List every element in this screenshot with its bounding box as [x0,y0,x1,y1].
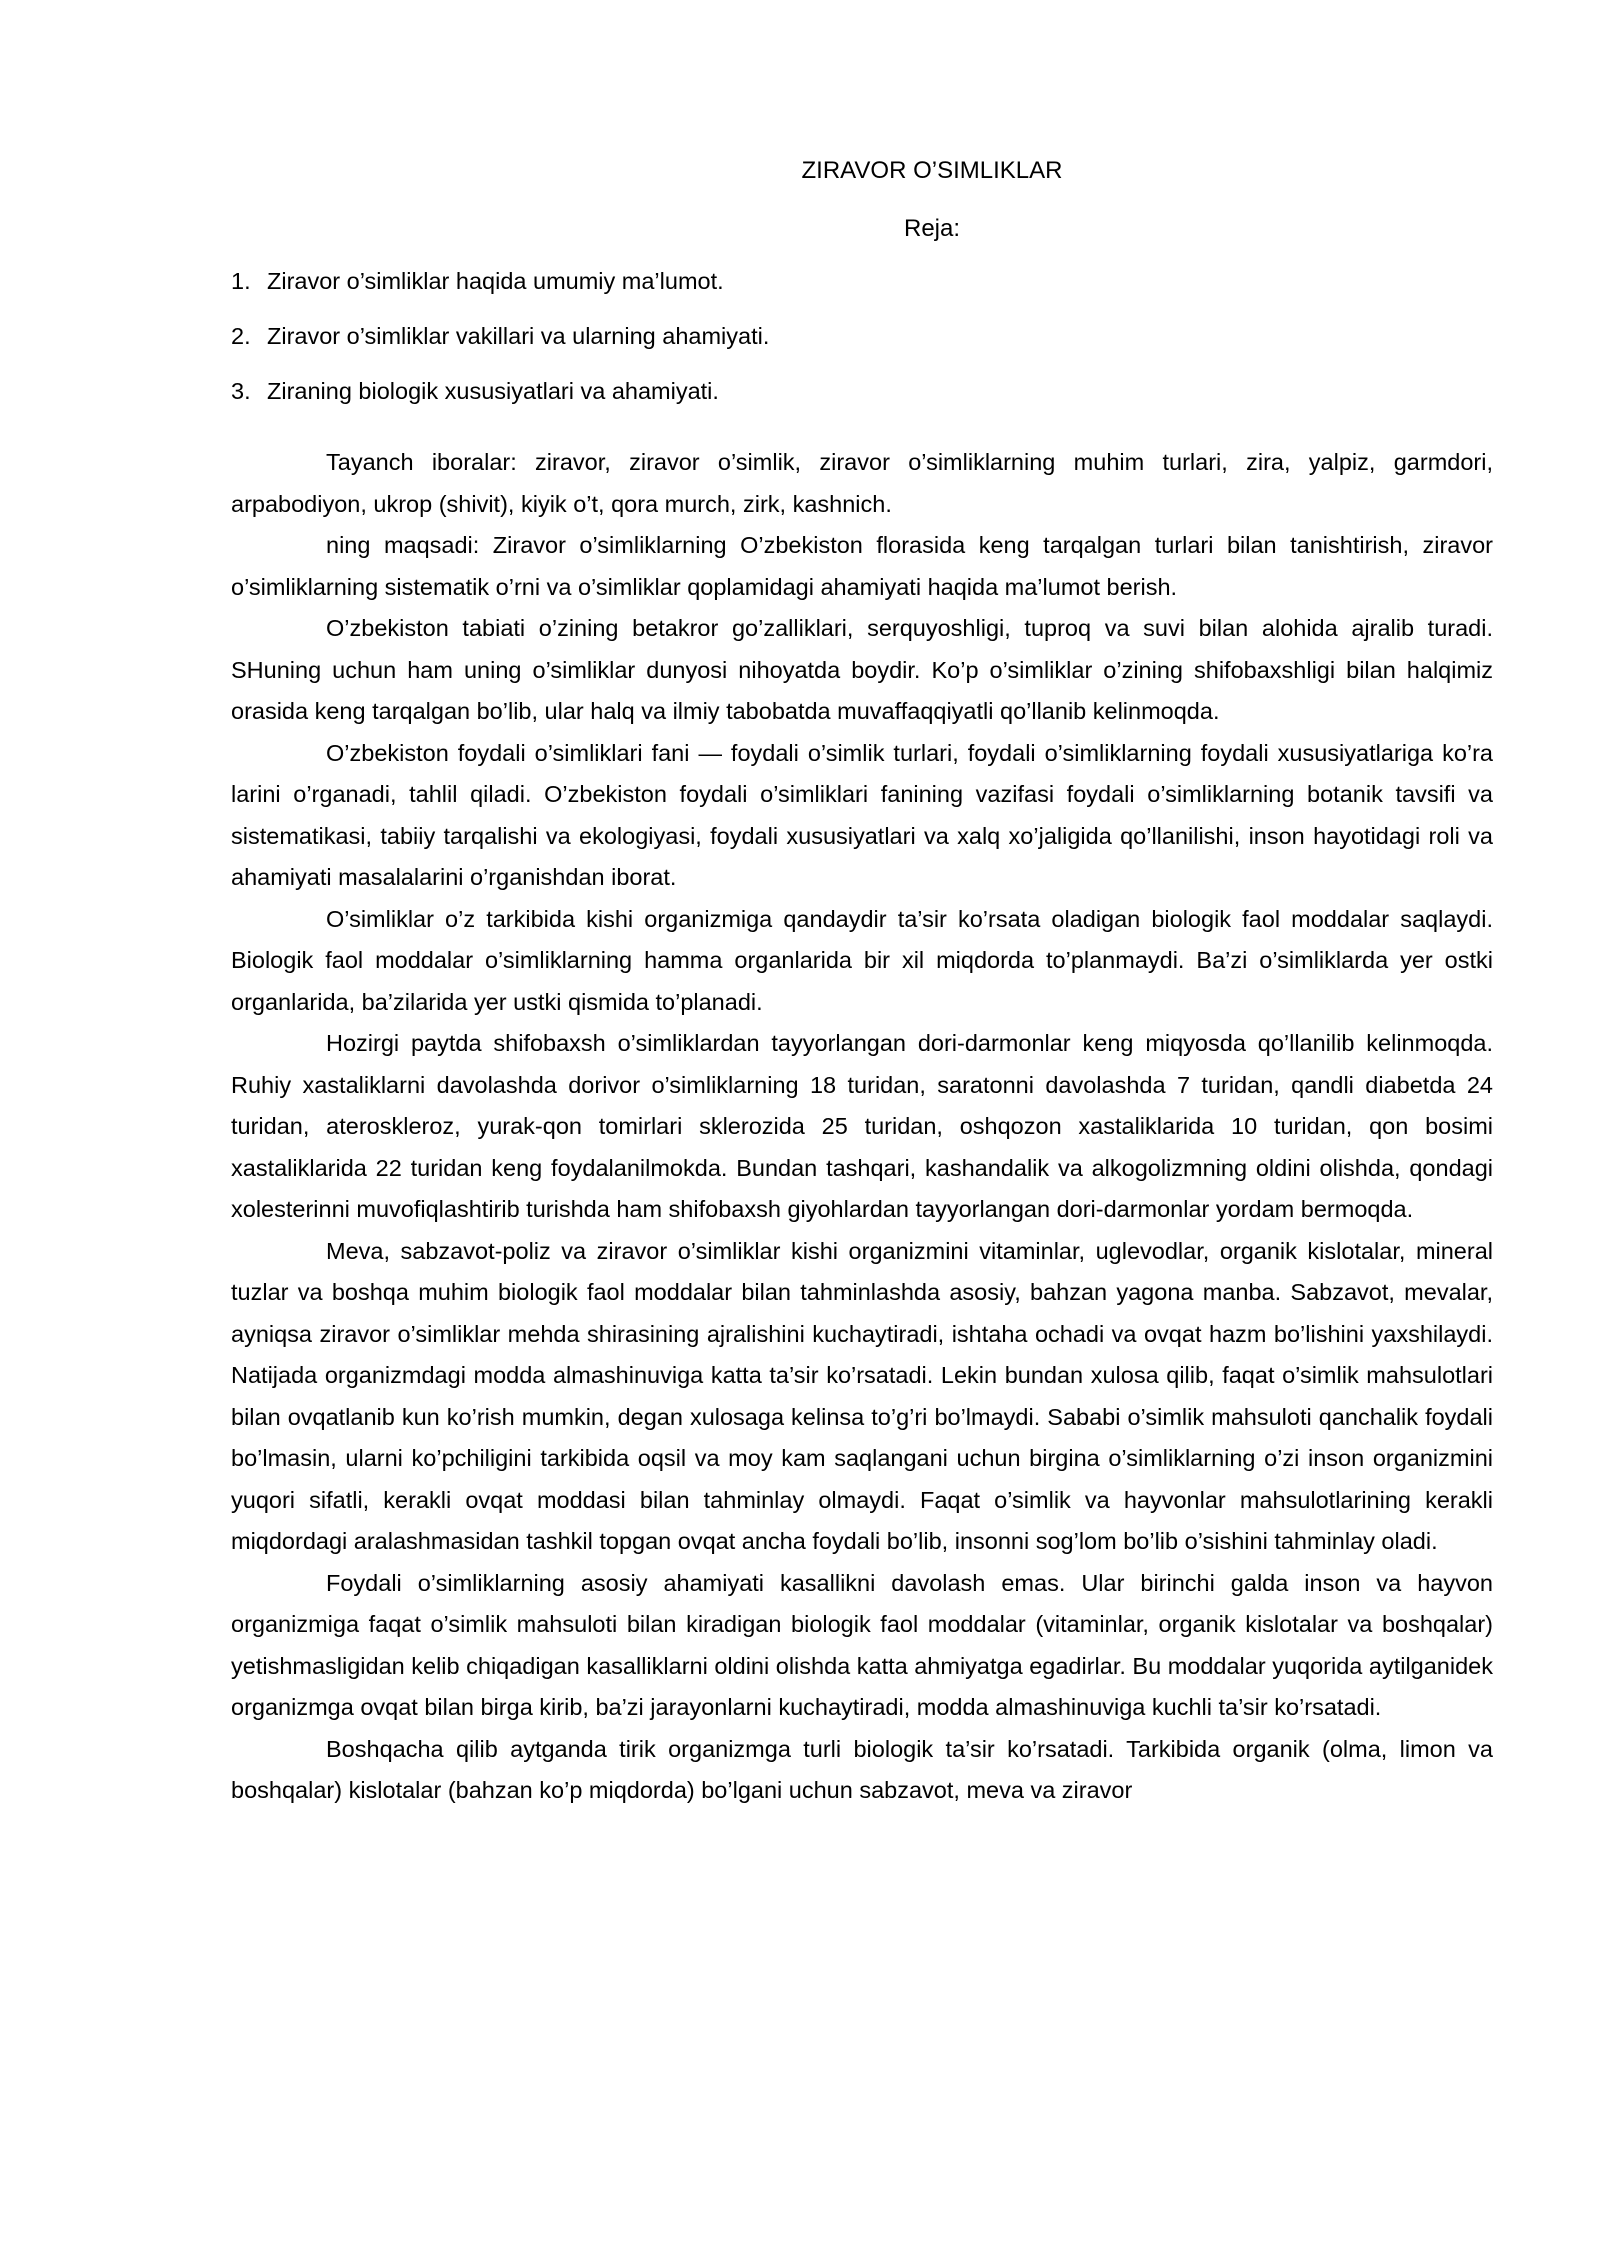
plan-list [231,261,1493,412]
paragraph-purpose: ning maqsadi: Ziravor o’simliklarning O’zbekiston florasida keng tarqalgan turlari bilan tanishtirish, ziravor o’simliklarning sistematik o’rni va o’simliklar qoplamidagi ahamiyati haqida ma’lumot berish. [231,532,1493,600]
paragraph-prevention: Foydali o’simliklarning asosiy ahamiyati kasallikni davolash emas. Ular birinchi galda inson va hayvon organizmiga faqat o’simlik mahsuloti bilan kiradigan biologik faol moddalar (vitaminlar, organik kislotalar va boshqalar) yetishmasligidan kelib chiqadigan kasalliklarni oldini olishda katta ahmiyatga egadirlar. Bu moddalar yuqorida aytilganidek organizmga ovqat bilan birga kirib, ba’zi jarayonlarni kuchaytiradi, modda almashinuviga kuchli ta’sir ko’rsatadi. [231,1569,1493,1720]
plan-item [231,371,1493,412]
paragraph-science: O’zbekiston foydali o’simliklari fani — foydali o’simlik turlari, foydali o’simliklarning foydali xususiyatlariga ko’ra larini o’rganadi, tahlil qiladi. O’zbekiston foydali o’simliklari fanining vazifasi foydali o’simliklarning botanik tavsifi va sistematikasi, tabiiy tarqalishi va ekologiyasi, foydali xususiyatlari va xalq xo’jaligida qo’llanilishi, inson hayotidagi roli va ahamiyati masalalarini o’rganishdan iborat. [231,739,1493,890]
plan-item [231,261,1493,302]
paragraph-nature: O’zbekiston tabiati o’zining betakror go’zalliklari, serquyoshligi, tuproq va suvi bilan alohida ajralib turadi. SHuning uchun ham uning o’simliklar dunyosi nihoyatda boydir. Ko’p o’simliklar o’zining shifobaxshligi bilan halqimiz orasida keng tarqalgan bo’lib, ular halq va ilmiy tabobatda muvaffaqqiyatli qo’llanib kelinmoqda. [231,615,1493,724]
paragraph-effects: Boshqacha qilib aytganda tirik organizmga turli biologik ta’sir ko’rsatadi. Tarkibida organik (olma, limon va boshqalar) kislotalar (bahzan ko’p miqdorda) bo’lgani uchun sabzavot, meva va ziravor [231,1735,1493,1803]
paragraph-medicines: Hozirgi paytda shifobaxsh o’simliklardan tayyorlangan dori-darmonlar keng miqyosda qo’llanilib kelinmoqda. Ruhiy xastaliklarni davolashda dorivor o’simliklarning 18 turidan, saratonni davolashda 7 turidan, qandli diabetda 24 turidan, ateroskleroz, yurak-qon tomirlari sklerozida 25 turidan, oshqozon xastaliklarida 10 turidan, qon bosimi xastaliklarida 22 turidan keng foydalanilmokda. Bundan tashqari, kashandalik va alkogolizmning oldini olishda, qondagi xolesterinni muvofiqlashtirib turishda ham shifobaxsh giyohlardan tayyorlangan dori-darmonlar yordam bermoqda. [231,1030,1493,1222]
plan-item [231,316,1493,357]
document-title: ZIRAVOR O’SIMLIKLAR [801,157,1063,184]
plan-item-text: Ziravor o’simliklar vakillari va ularning ahamiyati. [267,323,770,349]
document-body [231,150,1493,1812]
plan-item-text: Ziravor o’simliklar haqida umumiy ma’lumot. [267,268,724,294]
paragraph-nutrition: Meva, sabzavot-poliz va ziravor o’simliklar kishi organizmini vitaminlar, uglevodlar, organik kislotalar, mineral tuzlar va boshqa muhim biologik faol moddalar bilan tahminlashda asosiy, bahzan yagona manba. Sabzavot, mevalar, ayniqsa ziravor o’simliklar mehda shirasining ajralishini kuchaytiradi, ishtaha ochadi va ovqat hazm bo’lishini yaxshilaydi. Natijada organizmdagi modda almashinuviga katta ta’sir ko’rsatadi. Lekin bundan xulosa qilib, faqat o’simlik mahsulotlari bilan ovqatlanib kun ko’rish mumkin, degan xulosaga kelinsa to’g’ri bo’lmaydi. Sababi o’simlik mahsuloti qanchalik foydali bo’lmasin, ularni ko’pchiligini tarkibida oqsil va moy kam saqlangani uchun birgina o’simliklarning o’zi inson organizmini yuqori sifatli, kerakli ovqat moddasi bilan tahminlay olmaydi. Faqat o’simlik va hayvonlar mahsulotlarining kerakli miqdordagi aralashmasidan tashkil topgan ovqat ancha foydali bo’lib, insonni sog’lom bo’lib o’sishini tahminlay oladi. [231,1237,1493,1554]
plan-item-number: 2. [231,323,251,349]
plan-item-text: Ziraning biologik xususiyatlari va ahamiyati. [267,378,719,404]
plan-heading: Reja: [903,214,961,242]
paragraph-active-substances: O’simliklar o’z tarkibida kishi organizmiga qandaydir ta’sir ko’rsata oladigan biologik faol moddalar saqlaydi. Biologik faol moddalar o’simliklarning hamma organlarida bir xil miqdorda to’planmaydi. Ba’zi o’simliklarda yer ostki organlarida, ba’zilarida yer ustki qismida to’planadi. [231,905,1493,1015]
paragraph-key-terms: Tayanch iboralar: ziravor, ziravor o’simlik, ziravor o’simliklarning muhim turlari, zira, yalpiz, garmdori, arpabodiyon, ukrop (shivit), kiyik o’t, qora murch, zirk, kashnich. [231,449,1493,517]
plan-item-number: 3. [231,378,251,404]
plan-item-number: 1. [231,268,251,294]
